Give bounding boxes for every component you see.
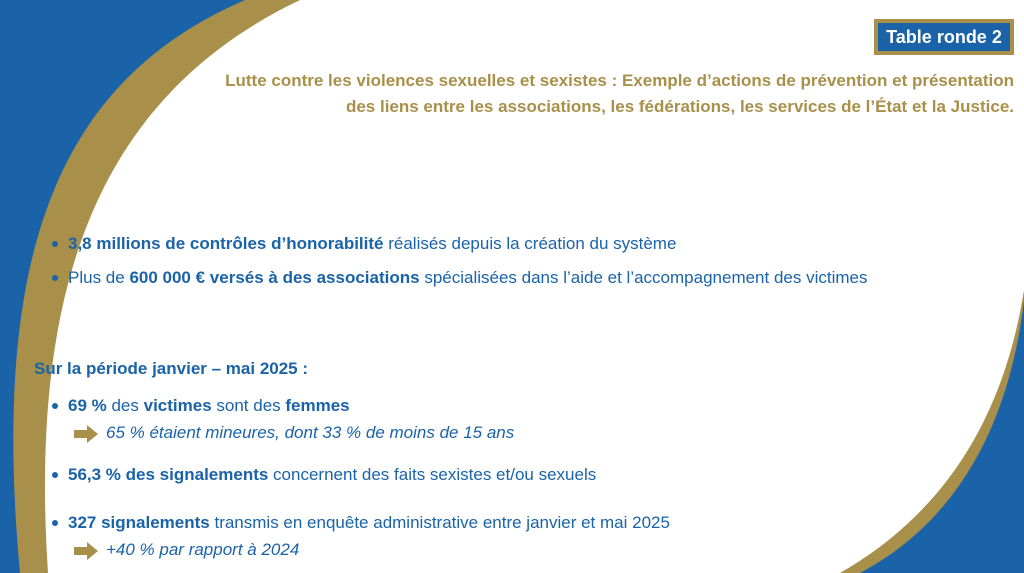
stat-text: sont des <box>211 396 286 415</box>
stat-bold: femmes <box>285 396 350 415</box>
bullet-text: réalisés depuis la création du système <box>383 234 677 253</box>
bullet-text: spécialisées dans l’aide et l’accompagnement des victimes <box>419 268 868 287</box>
period-stats-list-3 <box>52 510 952 535</box>
bullet-bold: 3,8 millions de contrôles d’honorabilité <box>68 234 384 253</box>
stat-value: 56,3 % des signalements <box>68 465 269 484</box>
period-stats-list-2 <box>52 462 952 487</box>
list-item <box>52 393 952 418</box>
title-line-1: Lutte contre les violences sexuelles et sexistes : Exemple d’actions de prévention et présentation <box>225 71 1014 90</box>
right-arrow-icon <box>74 541 98 561</box>
stat-text: transmis en enquête administrative entre janvier et mai 2025 <box>209 513 670 532</box>
list-item <box>52 510 952 535</box>
slide-title <box>114 68 1014 120</box>
table-ronde-badge <box>874 19 1014 55</box>
title-line-2: des liens entre les associations, les fédérations, les services de l’État et la Justice. <box>345 97 1014 116</box>
list-item <box>52 462 952 487</box>
sub-detail-text: 65 % étaient mineures, dont 33 % de moins de 15 ans <box>106 423 515 442</box>
list-item <box>52 265 952 290</box>
bullet-prefix: Plus de <box>68 268 130 287</box>
right-arrow-icon <box>74 424 98 444</box>
stat-value: 327 signalements <box>68 513 210 532</box>
bullet-bold: 600 000 € versés à des associations <box>129 268 420 287</box>
sub-detail-2 <box>74 537 299 562</box>
stat-text: des <box>106 396 144 415</box>
period-stats-list-1 <box>52 393 952 418</box>
badge-label: Table ronde 2 <box>878 23 1010 51</box>
section-title: Sur la période janvier – mai 2025 : <box>34 359 309 378</box>
stat-bold: victimes <box>143 396 212 415</box>
sub-detail-text: +40 % par rapport à 2024 <box>106 540 300 559</box>
list-item <box>52 231 952 256</box>
stat-text: concernent des faits sexistes et/ou sexuels <box>268 465 597 484</box>
key-figures-list <box>52 231 952 290</box>
stat-value: 69 % <box>68 396 107 415</box>
sub-detail-1 <box>74 420 514 445</box>
